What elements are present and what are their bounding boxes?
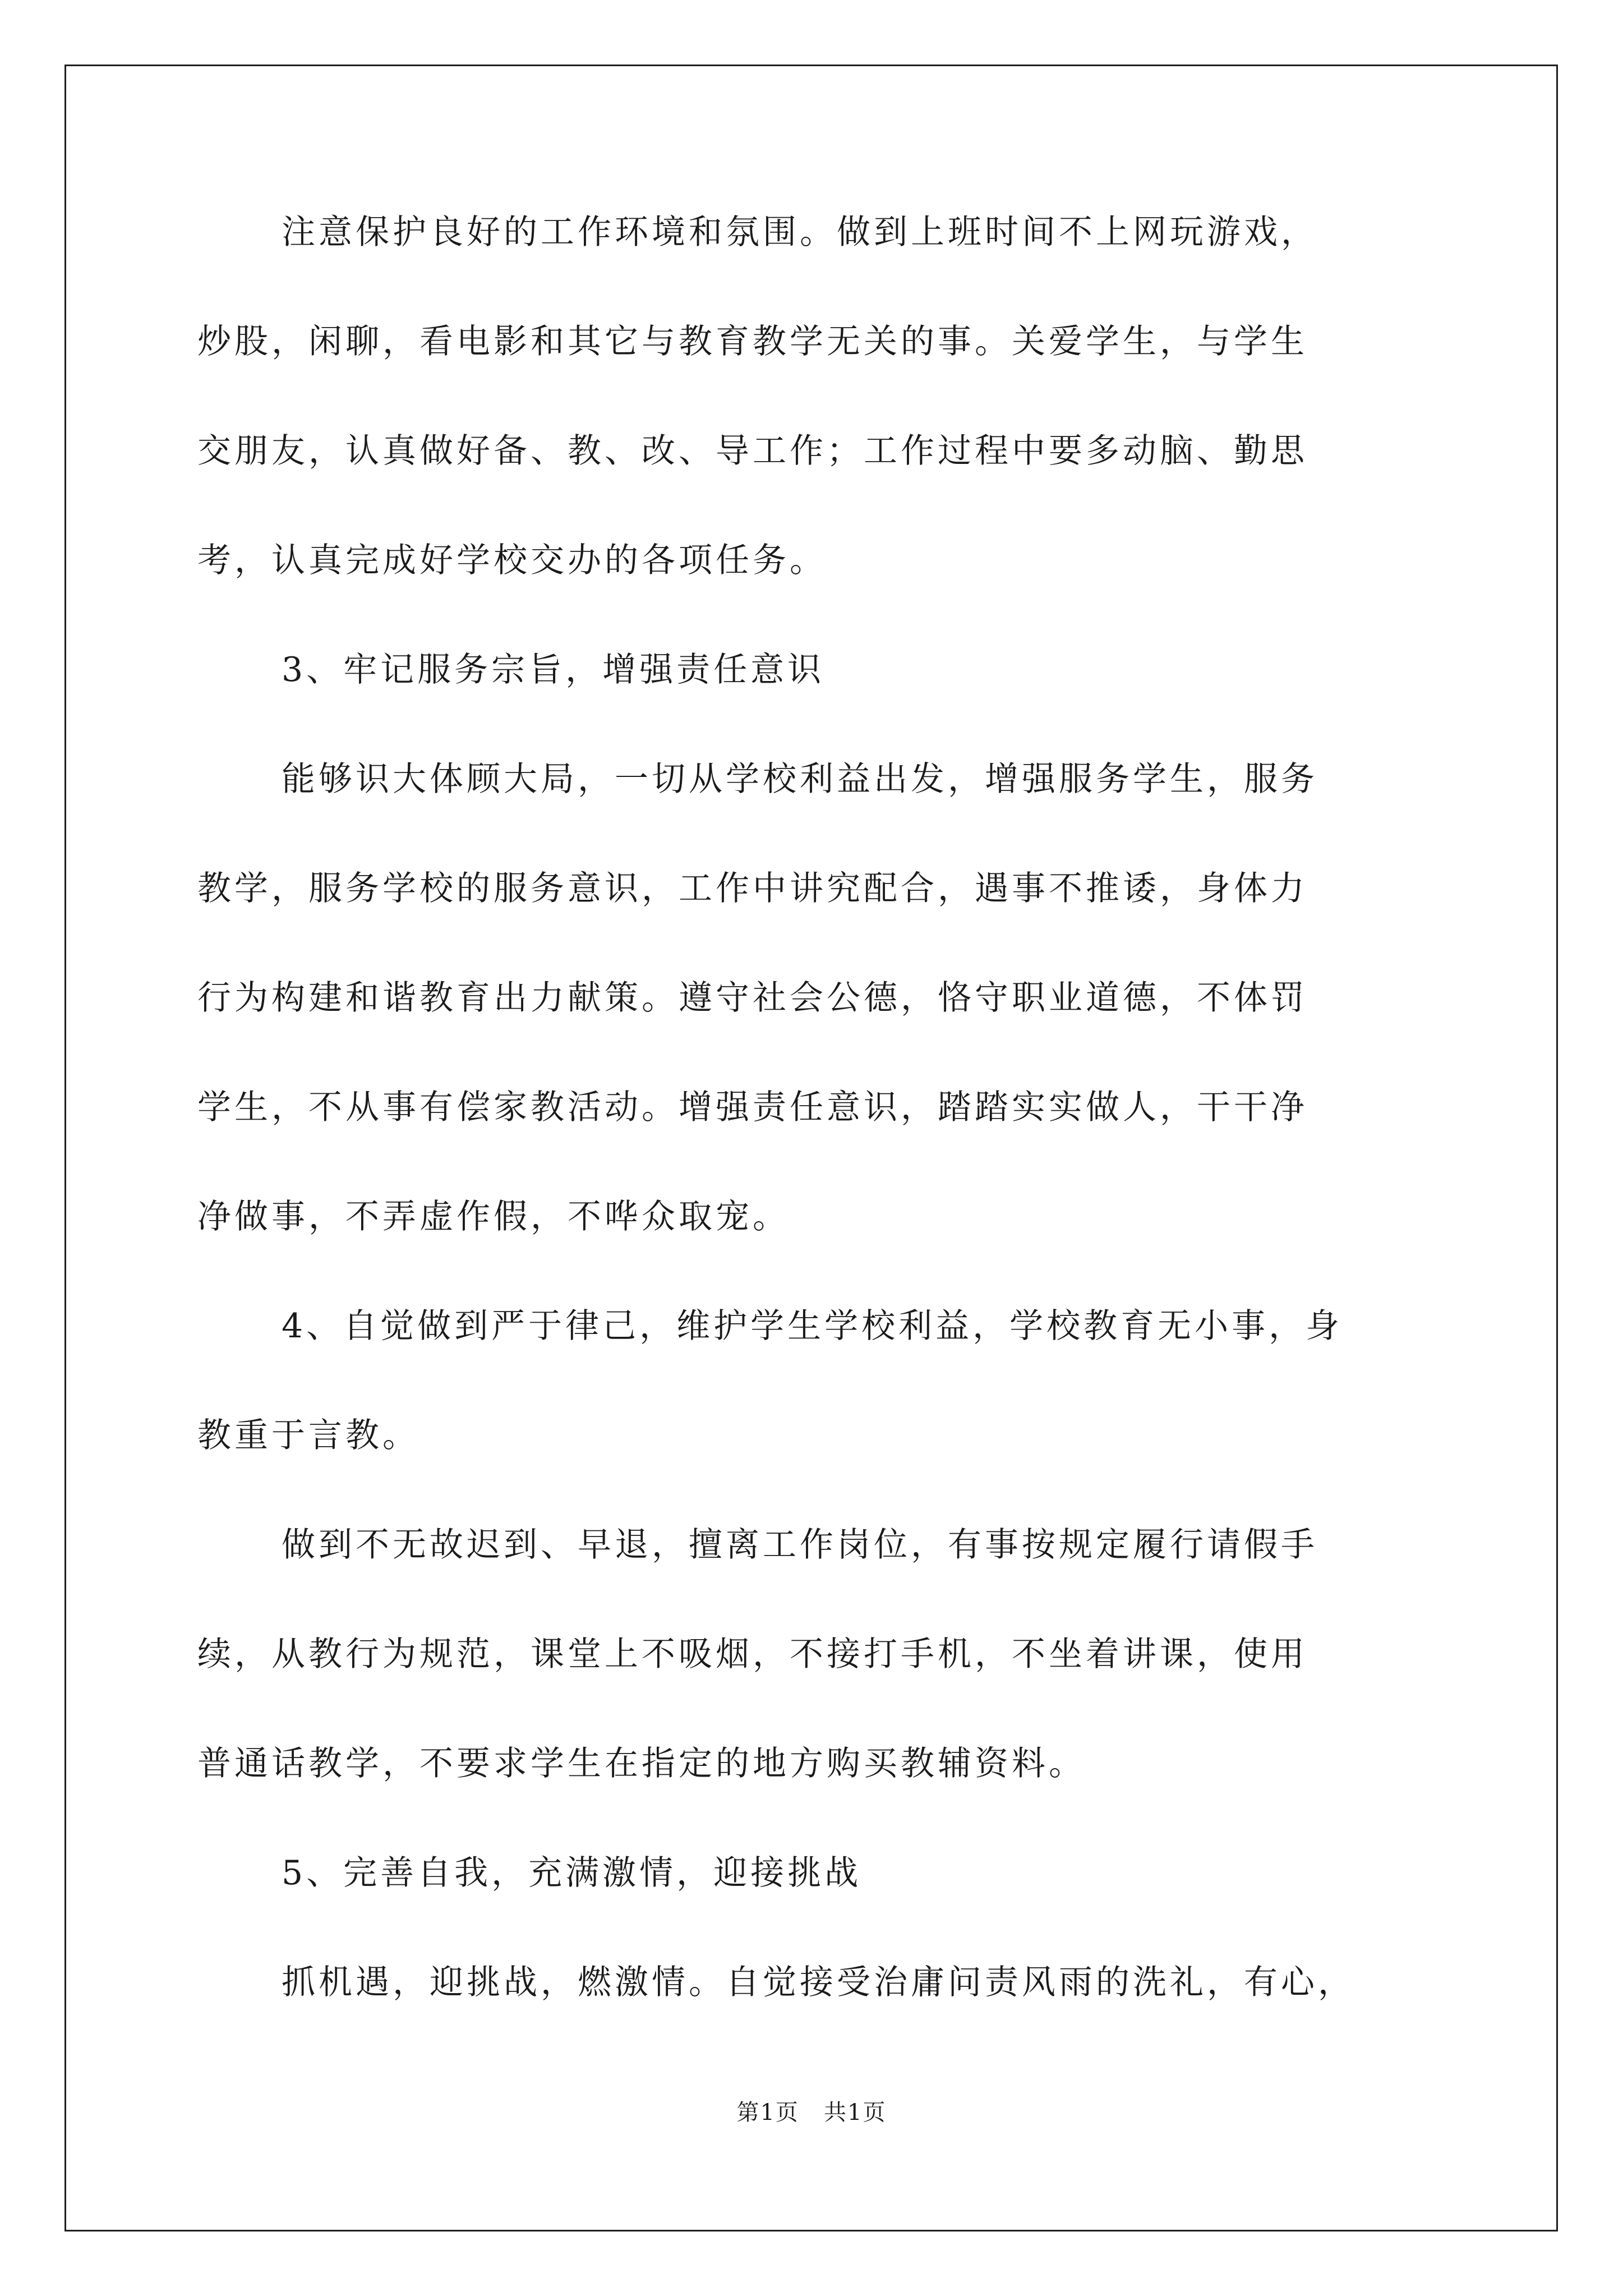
text-line: 做到不无故迟到、早退，擅离工作岗位，有事按规定履行请假手 <box>282 1525 1318 1565</box>
section-heading: 3、牢记服务宗旨，增强责任意识 <box>282 650 825 689</box>
text-line: 普通话教学，不要求学生在指定的地方购买教辅资料。 <box>197 1744 1086 1783</box>
text-line: 行为构建和谐教育出力献策。遵守社会公德，恪守职业道德，不体罚 <box>197 978 1308 1018</box>
document-body <box>197 212 1448 2072</box>
text-line: 抓机遇，迎挑战，燃激情。自觉接受治庸问责风雨的洗礼，有心， <box>282 1963 1355 2002</box>
text-line: 教学，服务学校的服务意识，工作中讲究配合，遇事不推诿，身体力 <box>197 869 1308 908</box>
text-line: 交朋友，认真做好备、教、改、导工作；工作过程中要多动脑、勤思 <box>197 431 1308 471</box>
text-line: 炒股，闲聊，看电影和其它与教育教学无关的事。关爱学生，与学生 <box>197 322 1308 361</box>
text-line: 续，从教行为规范，课堂上不吸烟，不接打手机，不坐着讲课，使用 <box>197 1635 1308 1674</box>
text-line: 学生，不从事有偿家教活动。增强责任意识，踏踏实实做人，干干净 <box>197 1088 1308 1127</box>
section-heading: 5、完善自我，充满激情，迎接挑战 <box>282 1853 862 1893</box>
section-heading: 4、自觉做到严于律己，维护学生学校利益，学校教育无小事，身 <box>282 1306 1343 1346</box>
text-line: 注意保护良好的工作环境和氛围。做到上班时间不上网玩游戏， <box>282 213 1318 252</box>
text-line: 净做事，不弄虚作假，不哗众取宠。 <box>197 1197 790 1236</box>
text-line: 能够识大体顾大局，一切从学校利益出发，增强服务学生，服务 <box>282 760 1318 799</box>
text-line: 考，认真完成好学校交办的各项任务。 <box>197 541 827 580</box>
page-number-footer: 第1页 共1页 <box>736 2100 887 2125</box>
text-line: 教重于言教。 <box>197 1416 419 1455</box>
